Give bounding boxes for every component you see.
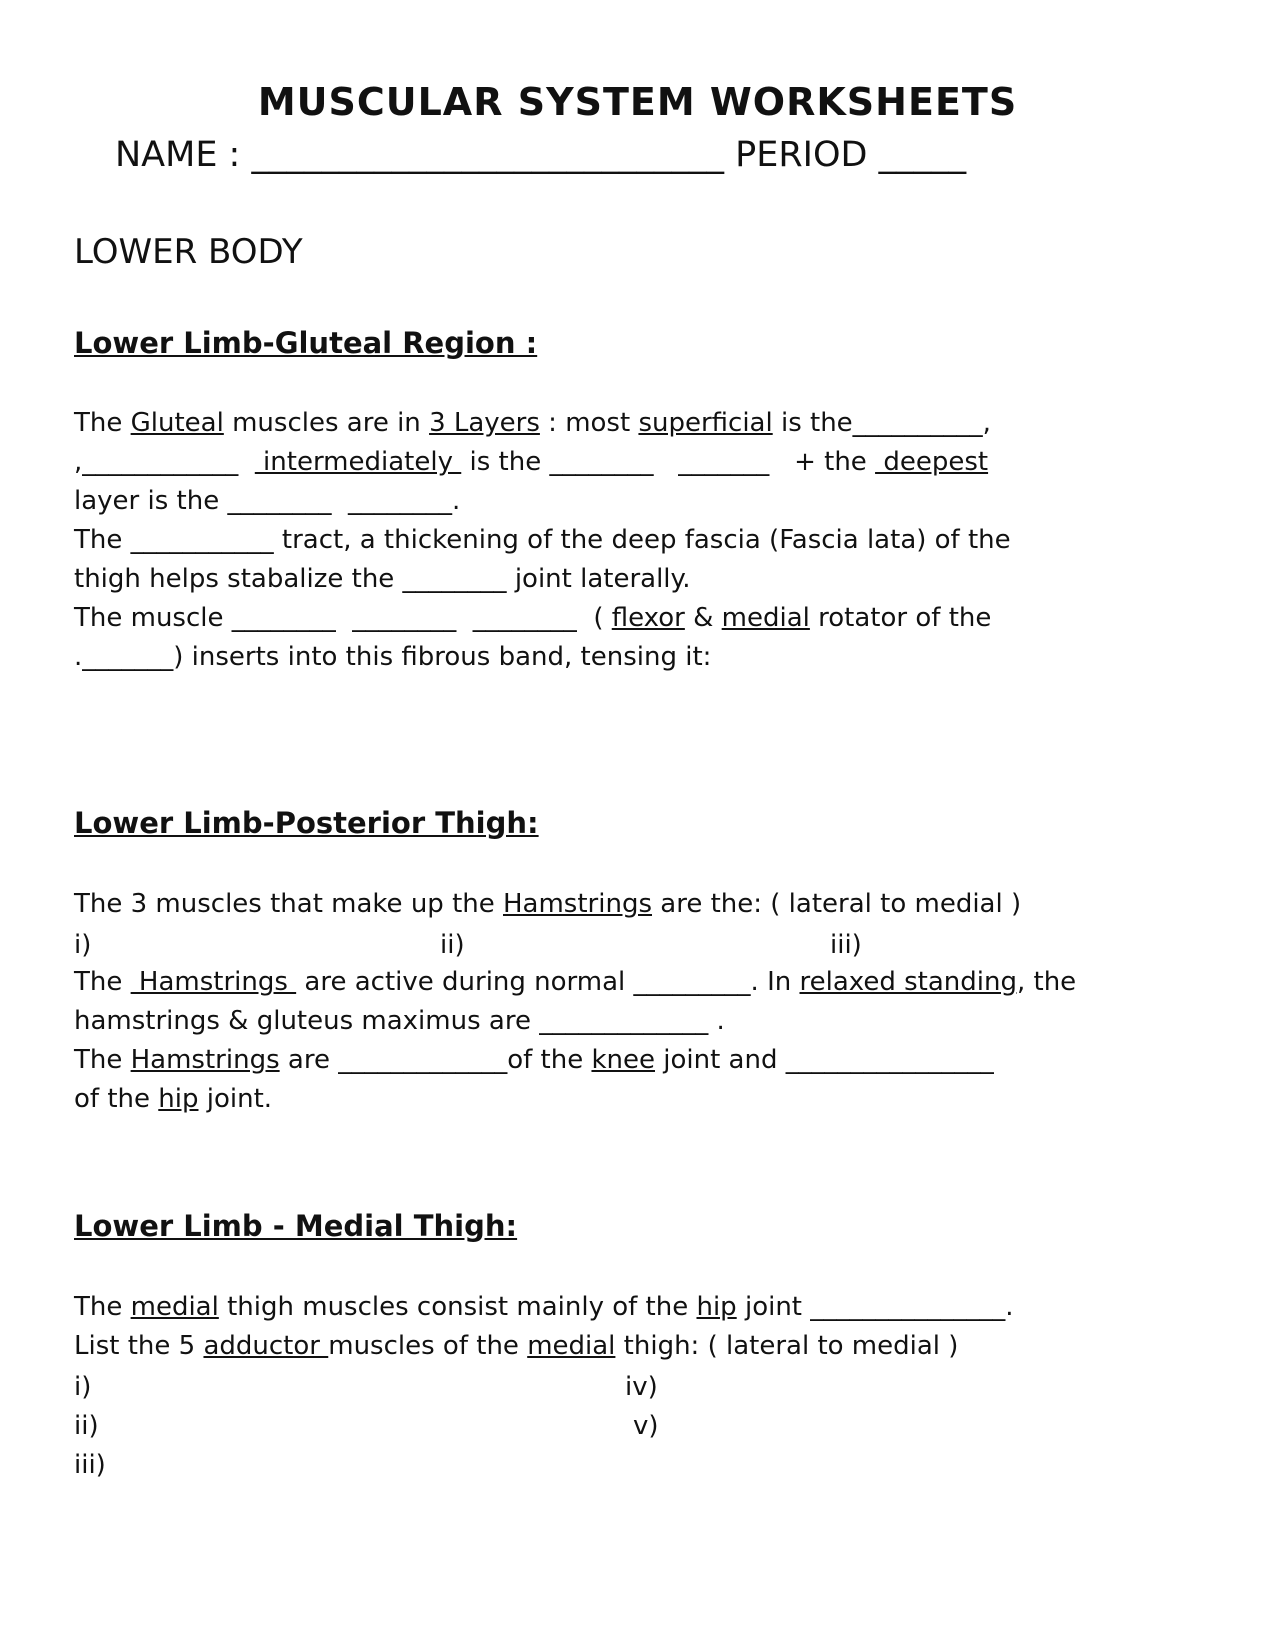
period-label: PERIOD <box>723 135 879 175</box>
text: : most <box>539 408 639 438</box>
text: joint and ________________ <box>655 1045 994 1075</box>
underlined-term: Hamstrings <box>130 967 297 997</box>
text: & <box>684 603 722 633</box>
underlined-term: flexor <box>611 603 685 633</box>
underlined-term: deepest <box>875 447 989 477</box>
name-label: NAME : <box>115 135 252 175</box>
gluteal-line-6 <box>74 605 991 631</box>
adductor-item-iii: iii) <box>74 1450 106 1480</box>
name-blank: ___________________________ <box>251 135 724 175</box>
underlined-term: medial <box>527 1331 616 1361</box>
medial-line-1 <box>74 1294 1014 1320</box>
underlined-term: relaxed standing <box>799 967 1017 997</box>
gluteal-line-5: thigh helps stabalize the ________ joint laterally. <box>74 564 691 594</box>
hamstring-item-ii: ii) <box>440 930 465 960</box>
posterior-line-6 <box>74 1086 272 1112</box>
underlined-term: medial <box>130 1292 219 1322</box>
adductor-item-iv: iv) <box>625 1372 658 1402</box>
underlined-term: 3 Layers <box>429 408 540 438</box>
text <box>238 447 255 477</box>
underlined-term: Hamstrings <box>130 1045 280 1075</box>
underlined-term: Hamstrings <box>503 889 652 919</box>
text: is the ________ _______ + the <box>461 447 876 477</box>
gluteal-line-7 <box>74 644 711 670</box>
posterior-line-1 <box>74 891 1021 917</box>
underlined-term: Gluteal <box>130 408 224 438</box>
text: The <box>74 408 131 438</box>
text: are _____________of the <box>279 1045 592 1075</box>
gluteal-line-3: layer is the ________ ________. <box>74 486 461 516</box>
underlined-term: hip <box>696 1292 737 1322</box>
underlined-term: medial <box>721 603 810 633</box>
section-title: LOWER BODY <box>74 232 303 272</box>
text: of the <box>74 1084 159 1114</box>
text: thigh muscles consist mainly of the <box>218 1292 697 1322</box>
underlined-term: intermediately <box>254 447 462 477</box>
underlined-term: superficial <box>638 408 773 438</box>
gluteal-line-1 <box>74 410 991 436</box>
text: are active during normal _________. In <box>296 967 800 997</box>
text: The <box>74 1045 131 1075</box>
blank: __________, <box>852 408 991 438</box>
gluteal-line-2 <box>74 449 988 475</box>
text: joint. <box>198 1084 273 1114</box>
adductor-item-v: v) <box>633 1411 659 1441</box>
underlined-term: adductor <box>203 1331 329 1361</box>
text: thigh: ( lateral to medial ) <box>615 1331 959 1361</box>
text: are the: ( lateral to medial ) <box>652 889 1022 919</box>
text: joint _______________. <box>736 1292 1014 1322</box>
text: The <box>74 1292 131 1322</box>
text: , the <box>1016 967 1077 997</box>
period-blank: _____ <box>878 135 967 175</box>
hamstring-item-i: i) <box>74 930 92 960</box>
gluteal-heading: Lower Limb-Gluteal Region : <box>74 326 538 360</box>
text: ) inserts into this fibrous band, tensing it: <box>173 642 712 672</box>
name-period-row <box>115 135 966 175</box>
medial-line-2 <box>74 1333 958 1359</box>
text: is the <box>772 408 853 438</box>
posterior-heading: Lower Limb-Posterior Thigh: <box>74 806 539 840</box>
adductor-item-ii: ii) <box>74 1411 99 1441</box>
text: muscles are in <box>223 408 430 438</box>
underlined-term: knee <box>591 1045 655 1075</box>
hamstring-item-iii: iii) <box>830 930 862 960</box>
medial-heading: Lower Limb - Medial Thigh: <box>74 1209 518 1243</box>
worksheet-title: MUSCULAR SYSTEM WORKSHEETS <box>257 80 1018 124</box>
blank: ._______ <box>74 642 174 672</box>
blank: ,____________ <box>74 447 239 477</box>
adductor-item-i: i) <box>74 1372 92 1402</box>
gluteal-line-4: The ___________ tract, a thickening of the deep fascia (Fascia lata) of the <box>74 525 1011 555</box>
text: The 3 muscles that make up the <box>74 889 503 919</box>
posterior-line-5 <box>74 1047 994 1073</box>
text: The <box>74 967 131 997</box>
text: muscles of the <box>328 1331 528 1361</box>
text: The muscle ________ ________ ________ ( <box>74 603 612 633</box>
underlined-term: hip <box>158 1084 199 1114</box>
posterior-line-4: hamstrings & gluteus maximus are _____________ . <box>74 1006 725 1036</box>
text: rotator of the <box>809 603 992 633</box>
posterior-line-3 <box>74 969 1076 995</box>
text: List the 5 <box>74 1331 204 1361</box>
